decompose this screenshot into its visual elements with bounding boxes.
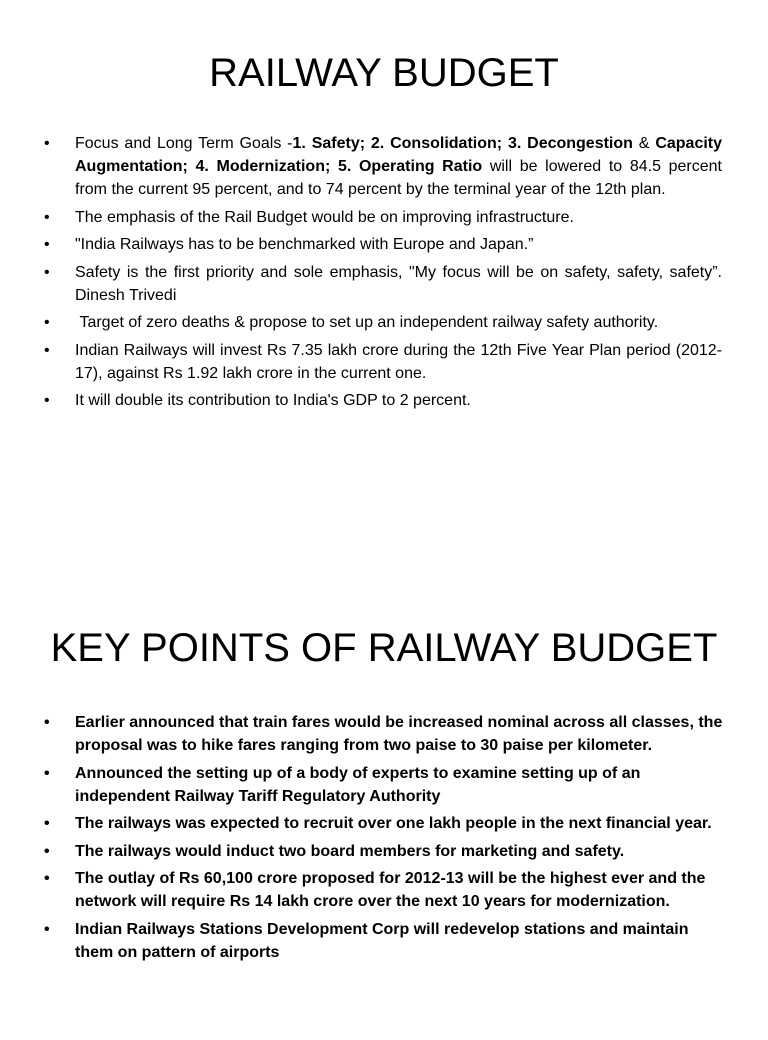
list-item: • The outlay of Rs 60,100 crore proposed for 2012-13 will be the highest ever and the network will require Rs 14 lakh crore over the next 10 years for modernization. (0, 867, 768, 913)
slide-key-points (0, 580, 768, 1040)
slide-title: KEY POINTS OF RAILWAY BUDGET (50, 626, 718, 670)
bullet-list (0, 711, 768, 964)
list-item: • The railways would induct two board members for marketing and safety. (0, 840, 768, 863)
bullet-text: will be lowered to 84.5 percent from the current 95 percent, and to 74 percent by the terminal year of the 12th plan. (75, 158, 722, 198)
list-item: • Indian Railways Stations Development Corp will redevelop stations and maintain them on pattern of airports (0, 918, 768, 964)
list-item: • The emphasis of the Rail Budget would be on improving infrastructure. (0, 206, 768, 229)
list-item: • Earlier announced that train fares would be increased nominal across all classes, the proposal was to hike fares ranging from two paise to 30 paise per kilometer. (0, 711, 768, 757)
bullet-bold-text: Capacity Augmentation; 4. Modernization; 5. Operating Ratio (75, 135, 723, 175)
bullet-text: Focus and Long Term Goals - (75, 135, 293, 152)
list-item: • The railways was expected to recruit over one lakh people in the next financial year. (0, 812, 768, 835)
list-item: • It will double its contribution to India's GDP to 2 percent. (0, 389, 768, 412)
bullet-text: & (632, 135, 656, 152)
list-item: • Target of zero deaths & propose to set up an independent railway safety authority. (0, 311, 768, 334)
list-item: • Announced the setting up of a body of experts to examine setting up of an independent Railway Tariff Regulatory Authority (0, 762, 768, 808)
list-item: • Indian Railways will invest Rs 7.35 lakh crore during the 12th Five Year Plan period (2012-17), against Rs 1.92 lakh crore in the current one. (0, 339, 768, 385)
bullet-list (0, 132, 768, 412)
list-item: • Safety is the first priority and sole emphasis, "My focus will be on safety, safety, safety”. Dinesh Trivedi (0, 261, 768, 307)
slide-title: RAILWAY BUDGET (209, 51, 559, 95)
bullet-bold-text: 1. Safety; 2. Consolidation; 3. Decongestion (292, 135, 633, 152)
list-item: • "India Railways has to be benchmarked with Europe and Japan.” (0, 233, 768, 256)
list-item (0, 132, 768, 201)
